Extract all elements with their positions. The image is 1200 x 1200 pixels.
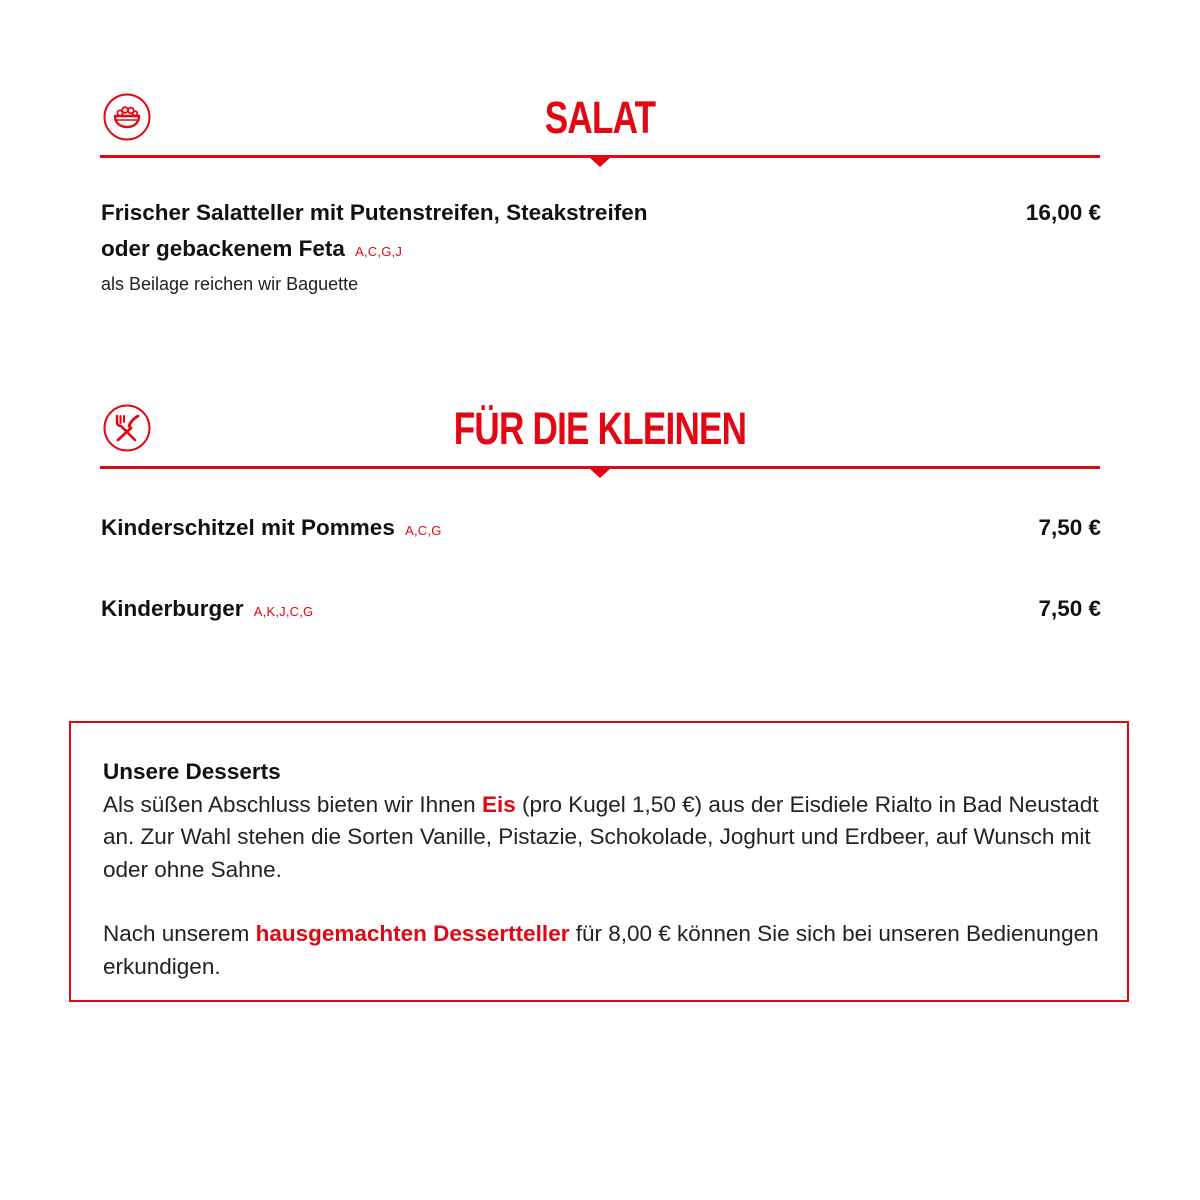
item-price: 7,50 €: [1038, 596, 1101, 621]
item-description: als Beilage reichen wir Baguette: [101, 274, 359, 294]
paragraph-text: für 8,00 € können Sie sich bei unseren Bedienungen erkundigen.: [103, 921, 1099, 979]
section-title: FÜR DIE KLEINEN: [453, 403, 747, 454]
menu-item: [101, 591, 1101, 630]
menu-item: [101, 510, 1101, 549]
item-name-text: Kinderburger: [101, 596, 244, 621]
item-price: 16,00 €: [1025, 200, 1101, 225]
item-name: [101, 591, 791, 630]
item-name-line2: oder gebackenem Feta: [101, 236, 345, 261]
paragraph-text: Nach unserem: [103, 921, 256, 946]
dessert-title: Unsere Desserts: [103, 759, 281, 784]
dessert-paragraph-plate: [103, 918, 1103, 983]
highlight-eis: Eis: [481, 791, 516, 817]
menu-item: [101, 195, 1101, 296]
fork-knife-icon: [103, 404, 149, 450]
dessert-paragraph-ice-cream: [103, 789, 1103, 887]
section-header-kids: [100, 404, 1100, 484]
item-name: [101, 195, 791, 270]
allergen-codes: A,K,J,C,G: [253, 604, 314, 619]
item-name-text: Kinderschitzel mit Pommes: [101, 515, 395, 540]
item-name: [101, 510, 791, 549]
item-price: 7,50 €: [1038, 515, 1101, 540]
section-title: SALAT: [544, 92, 656, 143]
dessert-info-box: [69, 721, 1129, 1002]
paragraph-text: (pro Kugel 1,50 €) aus der Eisdiele Rialto in Bad Neustadt an. Zur Wahl stehen die Sorten Vanille, Pistazie, Schokolade, Joghurt und Erdbeer, auf Wunsch mit oder ohne Sahne.: [103, 791, 1099, 882]
item-name-line1: Frischer Salatteller mit Putenstreifen, Steakstreifen: [101, 200, 648, 225]
allergen-codes: A,C,G: [405, 523, 442, 538]
paragraph-text: Als süßen Abschluss bieten wir Ihnen: [103, 791, 482, 817]
allergen-codes: A,C,G,J: [355, 244, 403, 259]
salad-bowl-icon: [103, 93, 149, 139]
divider-notch: [589, 468, 611, 478]
section-header-salat: [100, 93, 1100, 173]
dessert-text: [103, 756, 1103, 983]
highlight-dessertteller: hausgemachten Dessertteller: [255, 921, 570, 946]
divider-notch: [589, 157, 611, 167]
